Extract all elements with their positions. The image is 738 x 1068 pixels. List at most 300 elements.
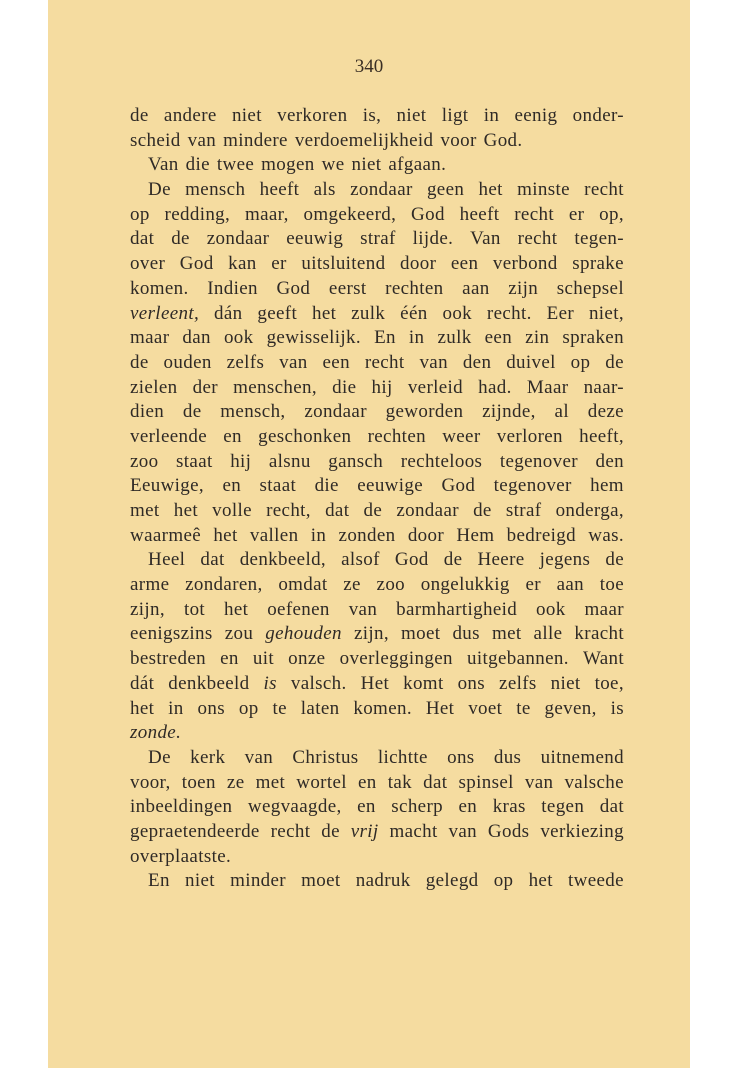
text-line — [130, 499, 624, 524]
word: barmhartigheid — [396, 598, 518, 620]
text-line — [130, 450, 624, 475]
word: Van — [148, 154, 179, 176]
word: van — [279, 351, 308, 373]
word: maar, — [244, 203, 289, 225]
word: wortel — [296, 771, 347, 793]
word: Want — [582, 648, 624, 670]
word: met — [130, 500, 160, 521]
text-line — [130, 277, 624, 302]
word: andere — [163, 105, 217, 126]
word: verleid — [407, 376, 464, 398]
word: op, — [599, 203, 624, 225]
word: aan — [462, 277, 490, 299]
word: twee — [216, 154, 255, 176]
word: ons — [197, 697, 225, 719]
page-number: 340 — [354, 56, 384, 77]
text-line — [130, 746, 624, 771]
word: en — [357, 796, 376, 818]
italic-word: vrij — [350, 820, 379, 842]
word: uit — [252, 648, 275, 670]
text-line — [130, 425, 624, 450]
text-line — [130, 647, 624, 672]
word: moet — [401, 623, 441, 645]
word: niet — [351, 154, 382, 176]
word: valsch. — [290, 672, 347, 694]
word: onderga, — [555, 500, 624, 521]
word: moet — [301, 870, 341, 892]
word: En — [374, 327, 396, 349]
word: zelfs — [499, 672, 537, 694]
word: had. — [478, 376, 512, 398]
word: kras — [492, 796, 526, 818]
word: te — [516, 697, 531, 719]
word: minder — [230, 870, 286, 892]
text-line — [130, 869, 624, 894]
text-line — [130, 524, 624, 549]
word: kan — [228, 253, 257, 275]
text-line — [130, 203, 624, 228]
word: een — [484, 327, 513, 349]
word: mensch, — [220, 401, 286, 423]
word: van — [524, 771, 554, 793]
word: met — [491, 623, 522, 645]
word: uitgebannen. — [467, 648, 569, 670]
word: en — [222, 475, 242, 497]
word: geven, — [544, 697, 597, 719]
word: recht — [364, 351, 405, 373]
italic-word: verleent, — [130, 302, 200, 324]
word: omgekeerd, — [303, 203, 397, 225]
word: ons — [447, 746, 475, 768]
word: van — [448, 820, 478, 842]
word: dus — [452, 623, 480, 645]
text-line — [130, 400, 624, 425]
text-line — [130, 129, 624, 154]
word: het — [478, 179, 503, 201]
text-line — [130, 153, 624, 178]
word: verbond — [492, 253, 558, 275]
word: recht — [514, 203, 554, 225]
word: komen. — [130, 277, 189, 299]
word: God — [394, 549, 429, 571]
word: bestreden — [130, 648, 206, 670]
word: geeft — [257, 302, 298, 324]
word: weer — [442, 425, 481, 447]
word: zijn, — [353, 623, 389, 645]
word: dát — [130, 672, 155, 694]
word: jegens — [539, 549, 591, 571]
word: dan — [182, 327, 211, 349]
word: niet, — [588, 302, 624, 324]
word: niet — [550, 672, 581, 694]
word: de — [182, 401, 202, 423]
word: zou — [224, 623, 254, 645]
word: tegenover — [493, 475, 572, 497]
word: was. — [588, 524, 624, 546]
text-line — [130, 302, 624, 327]
word: geen — [426, 179, 465, 201]
word: dán — [213, 302, 243, 324]
word: van — [187, 129, 217, 151]
word: Hem — [456, 524, 495, 546]
word: ze — [226, 771, 245, 793]
body-text — [130, 104, 624, 894]
word: De — [148, 179, 171, 201]
word: gansch — [328, 450, 384, 472]
text-line — [130, 697, 624, 722]
text-line — [130, 351, 624, 376]
word: zin — [525, 327, 550, 349]
word: denkbeeld — [168, 672, 250, 694]
word: eeuwig — [286, 228, 344, 250]
word: aan — [556, 574, 585, 596]
book-page — [48, 0, 690, 1068]
word: zijn, — [130, 598, 165, 620]
word: tegen- — [574, 228, 624, 250]
word: sprake — [572, 253, 624, 275]
word: afgaan. — [388, 154, 447, 176]
word: spraken — [562, 327, 624, 349]
word: Het — [425, 697, 455, 719]
word: redding, — [164, 203, 231, 225]
word: ook — [223, 327, 254, 349]
word: dat — [325, 500, 350, 521]
word: komen. — [353, 697, 412, 719]
word: de — [363, 500, 383, 521]
text-line — [130, 721, 624, 746]
word: eenigszins — [130, 623, 213, 645]
word: zondaar — [350, 179, 413, 201]
word: lijde. — [412, 228, 454, 250]
word: mindere — [223, 129, 288, 151]
word: maar — [130, 327, 170, 349]
word: laten — [300, 697, 340, 719]
word: verdoemelijkheid — [294, 129, 434, 151]
word: maar — [584, 598, 624, 620]
word: denkbeeld, — [239, 549, 327, 571]
word: dus — [493, 746, 522, 768]
word: God — [179, 253, 214, 275]
word: als — [313, 179, 336, 201]
word: een — [322, 351, 350, 373]
word: de — [605, 549, 624, 571]
word: het — [223, 598, 249, 620]
word: in — [483, 105, 500, 126]
text-line — [130, 771, 624, 796]
word: eerst — [328, 277, 367, 299]
word: en — [458, 796, 478, 818]
text-line — [130, 178, 624, 203]
word: toe — [599, 574, 624, 596]
word: op — [570, 351, 591, 373]
word: zulk — [437, 327, 472, 349]
word: niet — [231, 105, 262, 126]
word: Indien — [207, 277, 258, 299]
word: het — [130, 697, 155, 719]
text-line — [130, 227, 624, 252]
word: En — [148, 870, 170, 892]
word: recht, — [266, 500, 311, 521]
word: recht. — [486, 302, 532, 324]
word: en — [223, 425, 242, 447]
word: gepraetendeerde — [130, 820, 260, 842]
text-line — [130, 845, 624, 870]
word: niet — [396, 105, 427, 126]
word: te — [272, 697, 287, 719]
text-line — [130, 573, 624, 598]
word: lichtte — [377, 746, 428, 768]
word: zonden — [338, 524, 396, 546]
word: zondaar — [304, 401, 367, 423]
word: zelfs — [226, 351, 265, 373]
word: op — [130, 203, 150, 225]
text-line — [130, 672, 624, 697]
word: is — [610, 697, 624, 719]
word: dien — [130, 401, 165, 423]
word: is, — [362, 105, 382, 126]
word: vallen — [249, 524, 299, 546]
word: tegen — [541, 796, 585, 818]
word: zijn — [508, 277, 539, 299]
word: van — [348, 598, 378, 620]
word: toe, — [594, 672, 624, 694]
word: ook — [442, 302, 473, 324]
text-line — [130, 326, 624, 351]
word: Gods — [487, 820, 530, 842]
text-line — [130, 548, 624, 573]
word: zondaar — [396, 500, 459, 521]
word: deze — [587, 401, 624, 423]
word: op — [493, 870, 514, 892]
word: heeft — [459, 203, 500, 225]
word: rechteloos — [400, 450, 483, 472]
word: zondaar — [206, 228, 270, 250]
word: op — [238, 697, 259, 719]
word: toen — [181, 771, 216, 793]
word: van — [244, 746, 274, 768]
text-line — [130, 104, 624, 129]
word: door — [407, 524, 445, 546]
italic-word: zonde. — [130, 722, 182, 744]
word: mensch — [185, 179, 246, 201]
word: de — [605, 351, 624, 373]
word: zijnde, — [482, 401, 536, 423]
word: bedreigd — [506, 524, 576, 546]
word: menschen, — [233, 376, 317, 398]
word: de — [443, 549, 463, 571]
word: overleggingen — [339, 648, 453, 670]
word: zoo — [130, 450, 159, 472]
word: recht — [584, 179, 624, 201]
word: voet — [468, 697, 503, 719]
word: straf — [505, 500, 542, 521]
word: God — [276, 277, 311, 299]
word: rechten — [385, 277, 444, 299]
word: van — [419, 351, 448, 373]
word: tegenover — [499, 450, 578, 472]
word: wegvaagde, — [247, 796, 342, 818]
word: Het — [360, 672, 390, 694]
word: rechten — [367, 425, 426, 447]
word: ouden — [163, 351, 212, 373]
word: ongelukkig — [420, 574, 510, 596]
word: zondaren, — [185, 574, 263, 596]
word: de — [130, 351, 149, 373]
word: zoo — [376, 574, 406, 596]
word: het — [213, 524, 238, 546]
word: omdat — [278, 574, 328, 596]
word: onder- — [572, 105, 624, 126]
word: der — [192, 376, 218, 398]
word: er — [271, 253, 287, 275]
text-line — [130, 598, 624, 623]
word: dat — [200, 549, 225, 571]
word: verloren — [496, 425, 563, 447]
word: voor — [440, 129, 477, 151]
word: de — [473, 500, 492, 521]
word: inbeeldingen — [130, 796, 233, 818]
word: ligt — [441, 105, 469, 126]
word: eeuwige — [357, 475, 424, 497]
word: arme — [130, 574, 170, 596]
word: den — [462, 351, 492, 373]
word: tot — [183, 598, 206, 620]
word: in — [310, 524, 327, 546]
word: God. — [483, 129, 523, 151]
word: minste — [517, 179, 570, 201]
word: hij — [371, 376, 393, 398]
word: in — [408, 327, 425, 349]
word: er — [525, 574, 541, 596]
word: oefenen — [267, 598, 330, 620]
word: heeft — [259, 179, 300, 201]
word: geschonken — [258, 425, 352, 447]
word: volle — [212, 500, 252, 521]
word: geworden — [385, 401, 464, 423]
word: hij — [230, 450, 252, 472]
word: Van — [470, 228, 501, 250]
word: het — [311, 302, 337, 324]
text-line — [130, 376, 624, 401]
word: tweede — [568, 870, 624, 892]
word: gewisselijk. — [266, 327, 362, 349]
word: Christus — [292, 746, 359, 768]
word: scheid — [130, 129, 181, 151]
word: uitnemend — [540, 746, 624, 768]
word: in — [168, 697, 184, 719]
word: verkiezing — [540, 820, 624, 842]
word: de — [171, 228, 190, 250]
word: dat — [130, 228, 155, 250]
word: den — [595, 450, 624, 472]
word: zielen — [130, 376, 178, 398]
word: nadruk — [355, 870, 411, 892]
word: recht — [517, 228, 558, 250]
word: waarmeê — [130, 524, 202, 546]
word: over — [130, 253, 166, 275]
word: naar- — [583, 376, 624, 398]
word: dat — [423, 771, 448, 793]
word: en — [358, 771, 377, 793]
word: eenig — [514, 105, 558, 126]
word: straf — [360, 228, 396, 250]
word: het — [528, 870, 553, 892]
word: verleende — [130, 425, 207, 447]
word: tak — [387, 771, 413, 793]
word: de — [130, 105, 149, 126]
word: dat — [599, 796, 624, 818]
word: we — [321, 154, 345, 176]
word: ons — [457, 672, 486, 694]
word: staat — [259, 475, 297, 497]
text-line — [130, 795, 624, 820]
word: voor, — [130, 771, 171, 793]
text-line — [130, 252, 624, 277]
word: er — [568, 203, 585, 225]
word: macht — [389, 820, 438, 842]
text-line — [130, 474, 624, 499]
word: ze — [343, 574, 361, 596]
word: scherp — [391, 796, 443, 818]
italic-word: gehouden — [265, 623, 342, 645]
word: mogen — [261, 154, 315, 176]
word: duivel — [506, 351, 556, 373]
word: onze — [288, 648, 326, 670]
word: spinsel — [458, 771, 514, 793]
word: uitsluitend — [301, 253, 386, 275]
word: kracht — [574, 623, 624, 645]
word: verkoren — [277, 105, 348, 126]
word: ook — [536, 598, 566, 620]
word: niet — [184, 870, 215, 892]
word: valsche — [564, 771, 624, 793]
word: die — [185, 154, 210, 176]
text-line — [130, 622, 624, 647]
word: schepsel — [556, 277, 624, 299]
word: de — [321, 820, 340, 842]
word: overplaatste. — [130, 845, 232, 867]
word: kerk — [190, 746, 226, 768]
word: die — [332, 376, 357, 398]
word: Heel — [148, 549, 186, 571]
word: door — [400, 253, 437, 275]
word: één — [400, 302, 428, 324]
word: alle — [533, 623, 563, 645]
word: en — [220, 648, 239, 670]
italic-word: is — [263, 672, 277, 694]
word: Eer — [546, 302, 575, 324]
word: Maar — [526, 376, 569, 398]
word: het — [173, 500, 198, 521]
word: komt — [403, 672, 444, 694]
word: Heere — [477, 549, 525, 571]
word: God — [411, 203, 445, 225]
word: met — [255, 771, 286, 793]
word: recht — [270, 820, 311, 842]
word: al — [554, 401, 569, 423]
word: hem — [590, 475, 624, 497]
word: die — [314, 475, 339, 497]
word: Eeuwige, — [130, 475, 205, 497]
word: alsnu — [268, 450, 311, 472]
word: een — [450, 253, 479, 275]
text-line — [130, 820, 624, 845]
word: alsof — [341, 549, 380, 571]
word: De — [148, 746, 171, 768]
word: staat — [176, 450, 213, 472]
word: heeft, — [579, 425, 624, 447]
word: God — [441, 475, 476, 497]
